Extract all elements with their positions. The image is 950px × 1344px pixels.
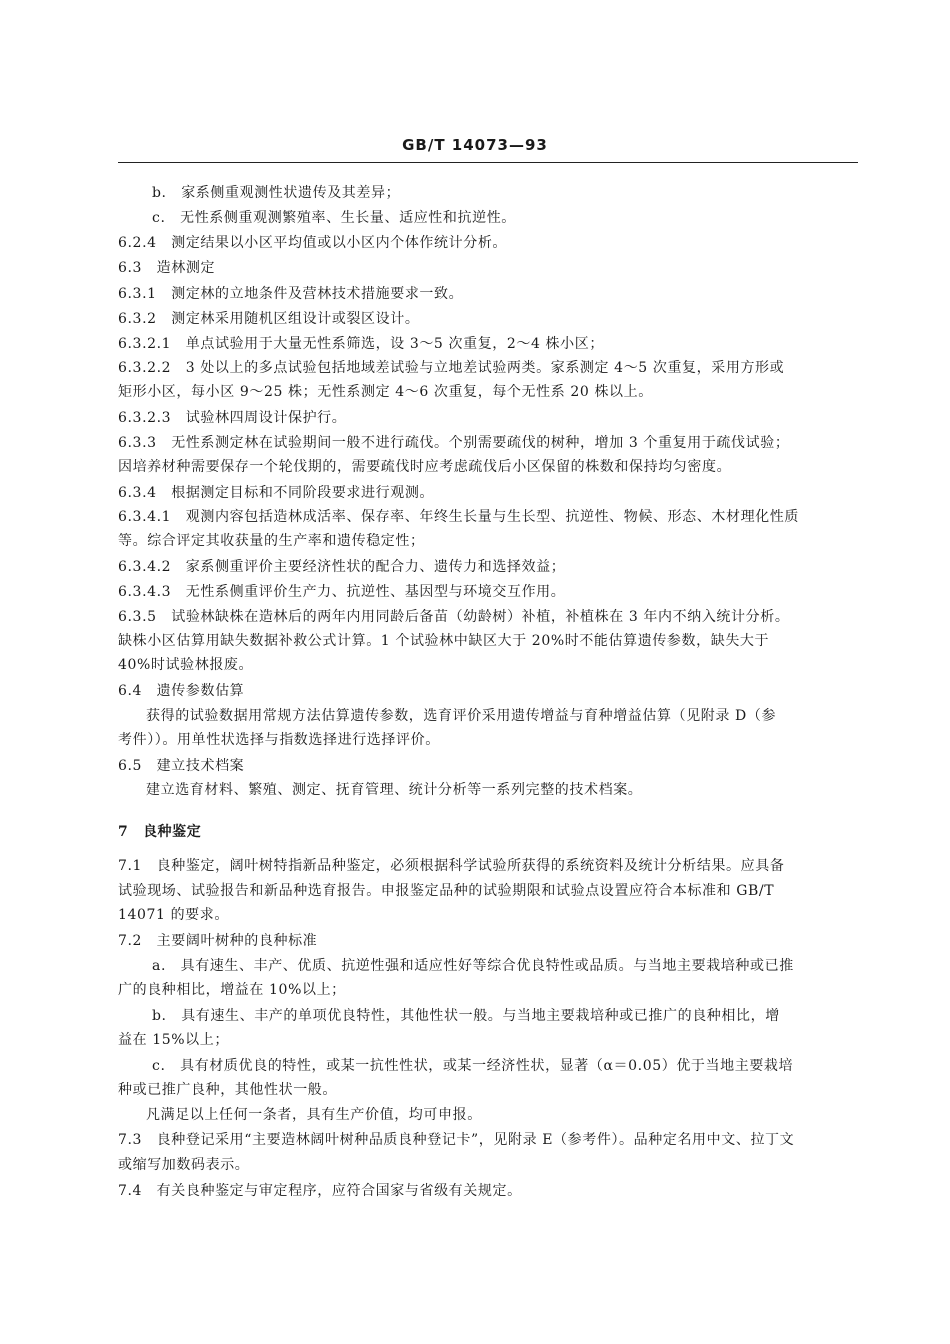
clause-7-2-note: 凡满足以上任何一条者，具有生产价值，均可申报。	[146, 1107, 482, 1123]
clause-6-4-body-cont: 考件））。用单性状选择与指数选择进行选择评价。	[118, 732, 440, 748]
clause-6-5-body: 建立选育材料、繁殖、测定、抚育管理、统计分析等一系列完整的技术档案。	[146, 782, 643, 798]
clause-6-3: 6.3 造林测定	[118, 260, 216, 276]
item-7-2-c-cont: 种或已推广良种，其他性状一般。	[118, 1082, 337, 1098]
clause-7-1: 7.1 良种鉴定，阔叶树特指新品种鉴定，必须根据科学试验所获得的系统资料及统计分析结果。应具备	[118, 858, 785, 874]
clause-6-4-body: 获得的试验数据用常规方法估算遗传参数，选育评价采用遗传增益与育种增益估算（见附录 D（参	[146, 708, 777, 724]
clause-6-4: 6.4 遗传参数估算	[118, 683, 245, 699]
item-6-2-3-c: c. 无性系侧重观测繁殖率、生长量、适应性和抗逆性。	[152, 210, 516, 226]
clause-6-3-5-cont2: 40%时试验林报废。	[118, 657, 254, 673]
clause-6-3-2-2-cont: 矩形小区，每小区 9～25 株；无性系测定 4～6 次重复，每个无性系 20 株以上。	[118, 384, 653, 400]
clause-6-3-2: 6.3.2 测定林采用随机区组设计或裂区设计。	[118, 311, 420, 327]
clause-6-3-2-1: 6.3.2.1 单点试验用于大量无性系筛选，设 3～5 次重复，2～4 株小区；	[118, 336, 604, 352]
clause-7-4: 7.4 有关良种鉴定与审定程序，应符合国家与省级有关规定。	[118, 1183, 522, 1199]
clause-6-2-4: 6.2.4 测定结果以小区平均值或以小区内个体作统计分析。	[118, 235, 508, 251]
clause-6-3-4: 6.3.4 根据测定目标和不同阶段要求进行观测。	[118, 485, 435, 501]
item-7-2-b: b. 具有速生、丰产的单项优良特性，其他性状一般。与当地主要栽培种或已推广的良种相比，增	[152, 1008, 780, 1024]
page-header: GB/T 14073—93	[402, 136, 548, 154]
item-7-2-a: a. 具有速生、丰产、优质、抗逆性强和适应性好等综合优良特性或品质。与当地主要栽培种或已推	[152, 958, 794, 974]
clause-6-3-4-1-cont: 等。综合评定其收获量的生产率和遗传稳定性；	[118, 533, 425, 549]
clause-6-3-3-cont: 因培养材种需要保存一个轮伐期的，需要疏伐时应考虑疏伐后小区保留的株数和保持均匀密度。	[118, 459, 732, 475]
item-7-2-b-cont: 益在 15%以上；	[118, 1032, 229, 1048]
clause-6-3-5: 6.3.5 试验林缺株在造林后的两年内用同龄后备苗（幼龄树）补植，补植株在 3 年内不纳入统计分析。	[118, 609, 790, 625]
clause-6-3-4-3: 6.3.4.3 无性系侧重评价生产力、抗逆性、基因型与环境交互作用。	[118, 584, 566, 600]
clause-6-3-4-2: 6.3.4.2 家系侧重评价主要经济性状的配合力、遗传力和选择效益；	[118, 559, 566, 575]
clause-6-3-5-cont1: 缺株小区估算用缺失数据补救公式计算。1 个试验林中缺区大于 20%时不能估算遗传参数，缺失大于	[118, 633, 770, 649]
clause-7-3-cont: 或缩写加数码表示。	[118, 1157, 250, 1173]
clause-6-3-2-2: 6.3.2.2 3 处以上的多点试验包括地域差试验与立地差试验两类。家系测定 4～5 次重复，采用方形或	[118, 360, 785, 376]
item-6-2-3-b: b. 家系侧重观测性状遗传及其差异；	[152, 185, 401, 201]
clause-6-3-3: 6.3.3 无性系测定林在试验期间一般不进行疏伐。个别需要疏伐的树种，增加 3 个重复用于疏伐试验；	[118, 435, 790, 451]
clause-7-1-cont2: 14071 的要求。	[118, 907, 229, 923]
clause-6-3-4-1: 6.3.4.1 观测内容包括造林成活率、保存率、年终生长量与生长型、抗逆性、物候、形态、木材理化性质	[118, 509, 799, 525]
clause-7-2: 7.2 主要阔叶树种的良种标准	[118, 933, 318, 949]
item-7-2-c: c. 具有材质优良的特性，或某一抗性性状，或某一经济性状，显著（α＝0.05）优于当地主要栽培	[152, 1058, 794, 1074]
item-7-2-a-cont: 广的良种相比，增益在 10%以上；	[118, 982, 346, 998]
clause-7-3: 7.3 良种登记采用“主要造林阔叶树种品质良种登记卡”，见附录 E（参考件）。品种定名用中文、拉丁文	[118, 1132, 795, 1148]
section-7-heading: 7 良种鉴定	[118, 824, 202, 840]
clause-6-5: 6.5 建立技术档案	[118, 758, 245, 774]
header-rule	[118, 162, 858, 163]
clause-6-3-2-3: 6.3.2.3 试验林四周设计保护行。	[118, 410, 347, 426]
clause-7-1-cont1: 试验现场、试验报告和新品种选育报告。申报鉴定品种的试验期限和试验点设置应符合本标准和 GB/T	[118, 883, 775, 899]
clause-6-3-1: 6.3.1 测定林的立地条件及营林技术措施要求一致。	[118, 286, 464, 302]
